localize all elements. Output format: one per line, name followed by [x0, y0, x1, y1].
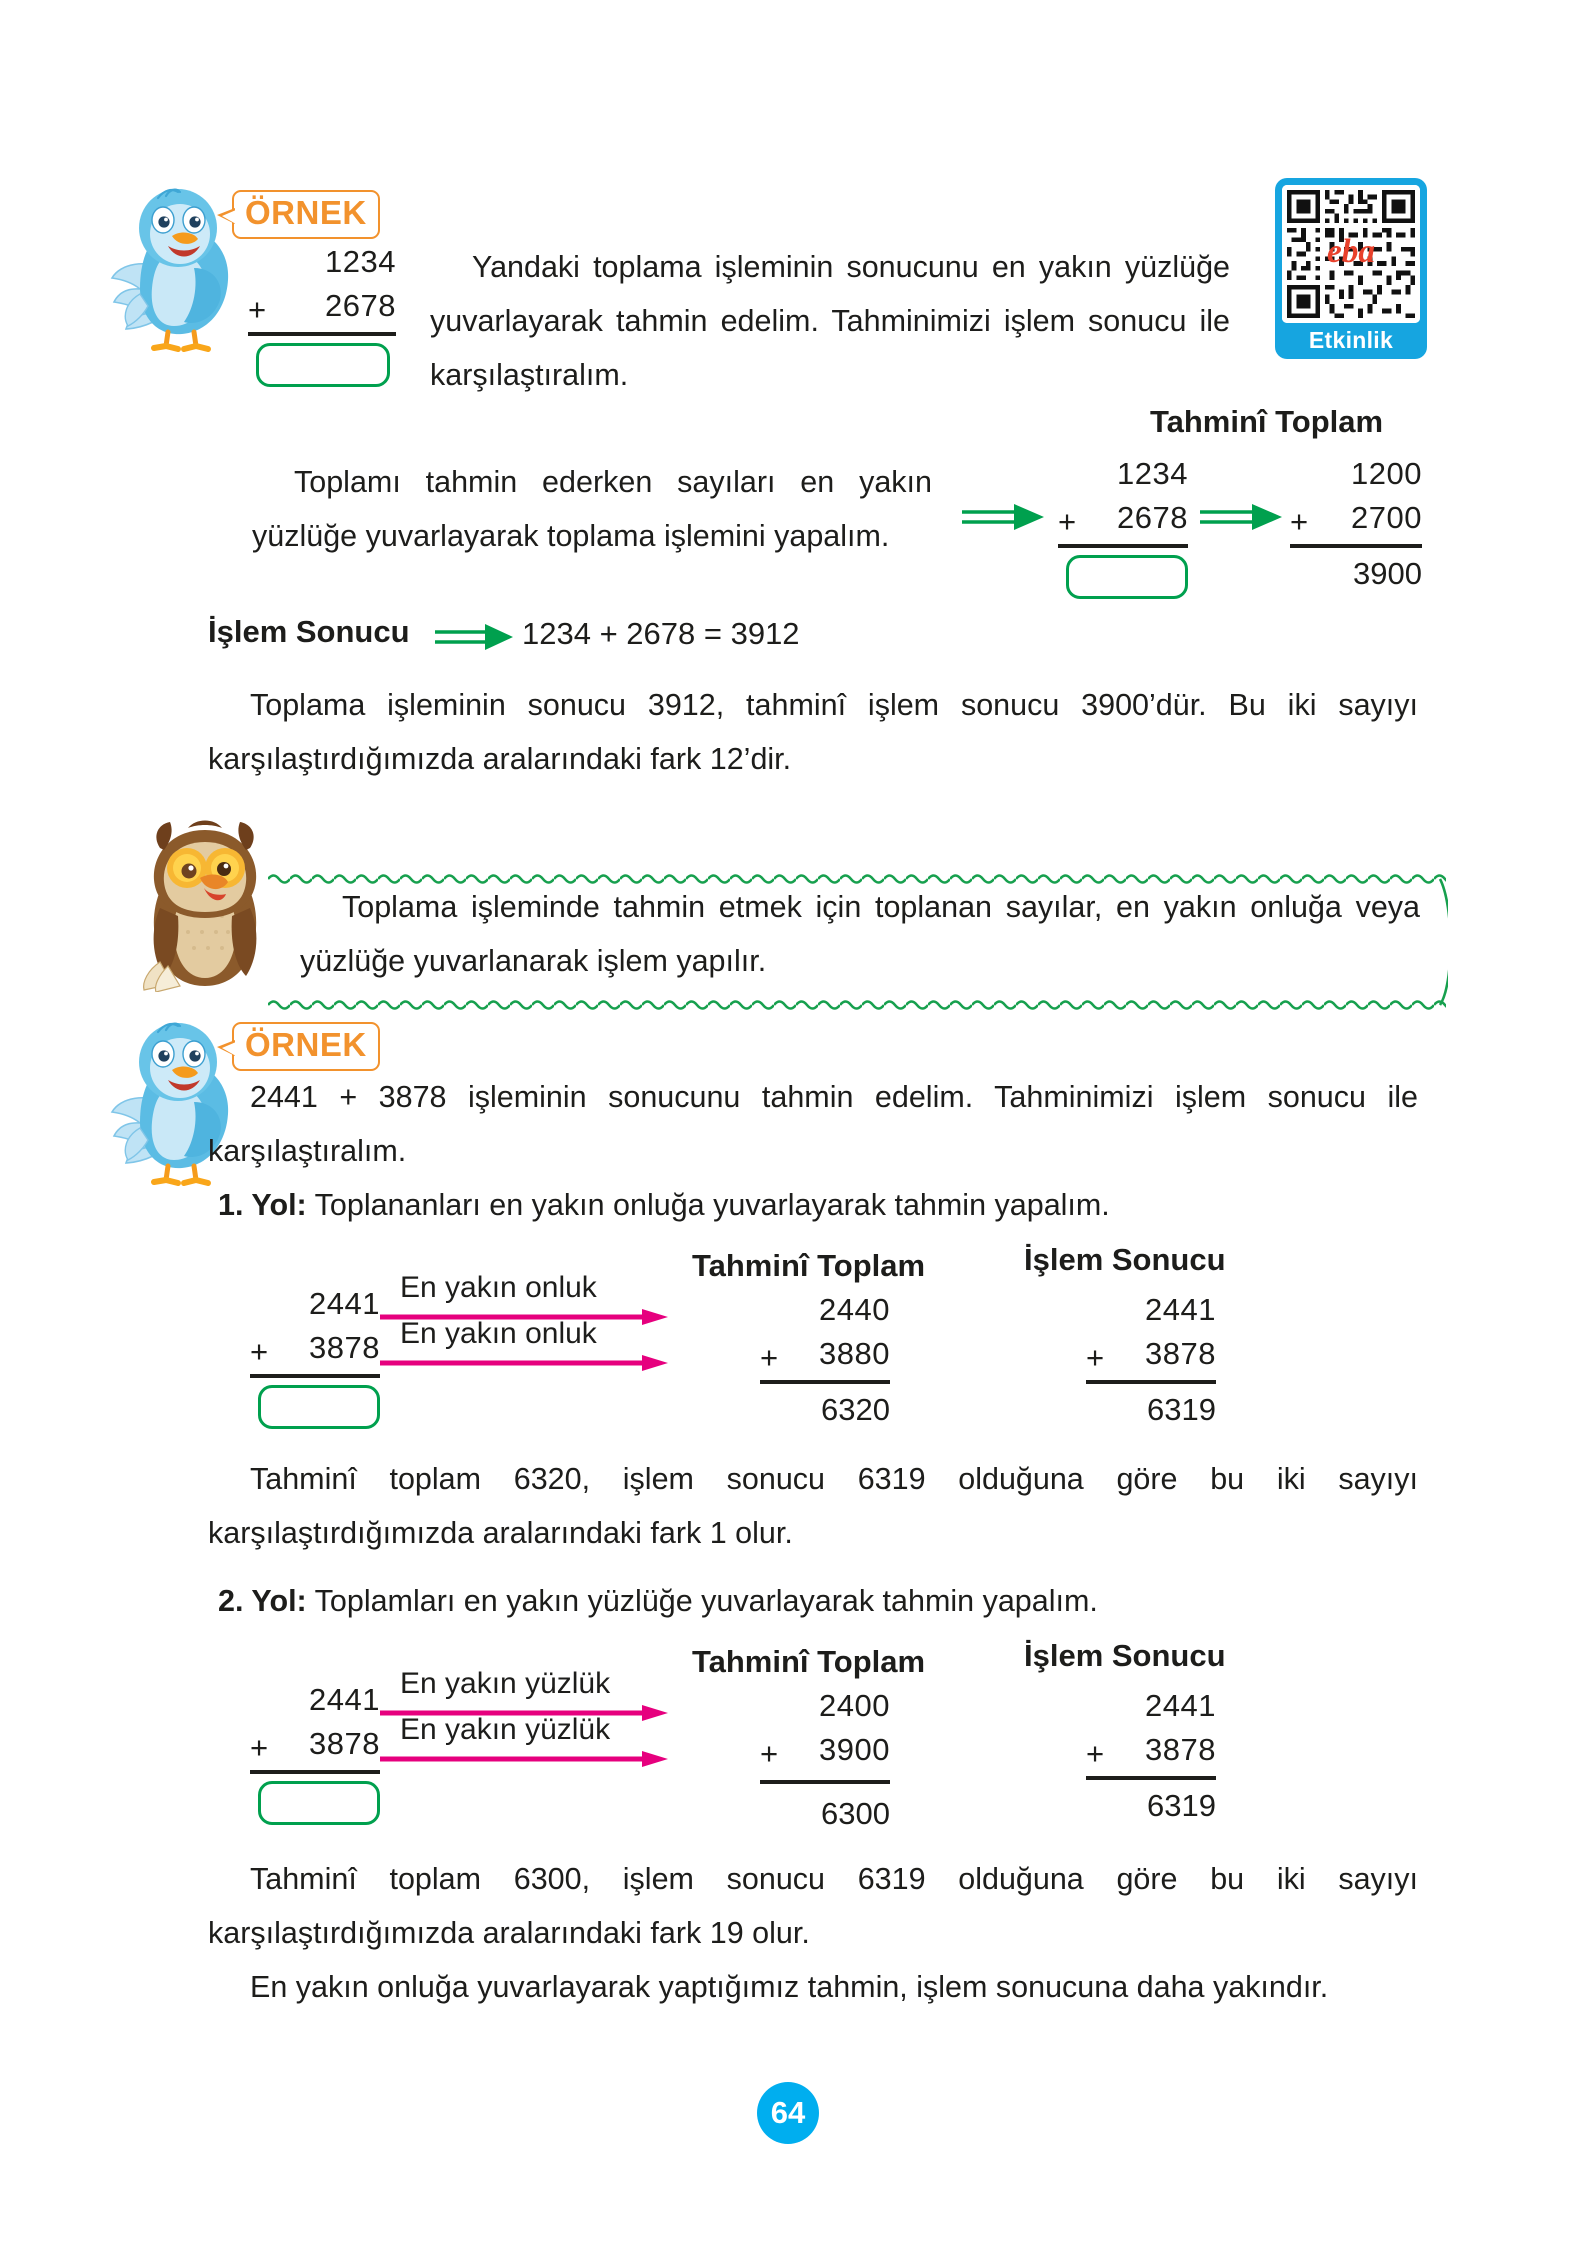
way2-est-top-row [760, 1684, 890, 1728]
way1-est-top: 2440 [819, 1292, 890, 1327]
way1-res-top-row [1086, 1288, 1216, 1332]
orig-bottom: 2678 [1117, 500, 1188, 535]
way1-res-bottom: 3878 [1145, 1336, 1216, 1371]
info-box-text: Toplama işleminde tahmin etmek için toplanan sayılar, en yakın onluğa veya yüzlüğe yuvarlanarak işlem yapılır. [300, 890, 1420, 978]
way2-res-bottom: 3878 [1145, 1732, 1216, 1767]
way1-res-plus: + [1086, 1340, 1105, 1375]
way1-estimate-block [760, 1288, 890, 1432]
way2-arrow-label-bottom: En yakın yüzlük [400, 1713, 611, 1746]
way2-estimate-block [760, 1684, 890, 1836]
way2-est-rule [760, 1780, 890, 1784]
eba-logo-text: eba [1326, 233, 1376, 271]
way1-result-heading: İşlem Sonucu [1024, 1242, 1226, 1277]
page-number: 64 [770, 2095, 806, 2130]
rounded-top: 1200 [1351, 456, 1422, 491]
way2-answer-blank-box[interactable] [258, 1781, 380, 1825]
way2-res-top: 2441 [1145, 1688, 1216, 1723]
way1-est-plus: + [760, 1340, 779, 1375]
orig-rule [1058, 544, 1188, 548]
addend-bottom: 2678 [325, 288, 396, 323]
qr-widget-label: Etkinlik [1308, 327, 1394, 353]
way2-source-block [250, 1678, 380, 1825]
way1-src-bottom: 3878 [309, 1330, 380, 1365]
magenta-arrow-2-icon [380, 1354, 670, 1377]
way2-res-rule [1086, 1776, 1216, 1780]
example1-prompt: Yandaki toplama işleminin sonucunu en yakın yüzlüğe yuvarlayarak tahmin edelim. Tahminimizi işlem sonucu ile karşılaştıralım. [430, 250, 1230, 392]
way2-src-bottom-row [250, 1722, 380, 1766]
example1-result-equation: 1234 + 2678 = 3912 [522, 616, 800, 651]
green-arrow-2-icon [1198, 500, 1284, 539]
way2-conclusion: Tahminî toplam 6300, işlem sonucu 6319 olduğuna göre bu iki sayıyı karşılaştırdığımızda aralarındaki fark 19 olur. [208, 1862, 1418, 1950]
addend-bottom-row [248, 284, 396, 328]
way2-est-sum: 6300 [821, 1796, 890, 1831]
way1-est-rule [760, 1380, 890, 1384]
way2-src-bottom: 3878 [309, 1726, 380, 1761]
way1-src-rule [250, 1374, 380, 1378]
bird-mascot-icon [110, 176, 240, 356]
way1-est-top-row [760, 1288, 890, 1332]
way2-label: 2. Yol: [218, 1584, 307, 1618]
example1-estimate-heading: Tahminî Toplam [1150, 404, 1384, 439]
way2-src-rule [250, 1770, 380, 1774]
orig-top: 1234 [1117, 456, 1188, 491]
way2-arrow-label-top: En yakın yüzlük [400, 1667, 611, 1700]
green-arrow-3-icon [435, 620, 515, 659]
answer-blank-box[interactable] [256, 343, 390, 387]
way1-result-block [1086, 1288, 1216, 1432]
rounded-plus: + [1290, 504, 1309, 539]
way1-estimate-heading: Tahminî Toplam [692, 1248, 926, 1283]
way2-est-plus: + [760, 1736, 779, 1771]
rounded-bottom-row [1290, 496, 1422, 540]
addend-top-row [248, 240, 396, 284]
way1-conclusion: Tahminî toplam 6320, işlem sonucu 6319 olduğuna göre bu iki sayıyı karşılaştırdığımızda aralarındaki fark 1 olur. [208, 1462, 1418, 1550]
way2-est-top: 2400 [819, 1688, 890, 1723]
way1-est-bottom-row [760, 1332, 890, 1376]
way2-res-top-row [1086, 1684, 1216, 1728]
way1-heading [218, 1178, 1418, 1232]
orig-answer-blank-box[interactable] [1066, 555, 1188, 599]
way1-text: Toplananları en yakın onluğa yuvarlayarak tahmin yapalım. [314, 1188, 1110, 1222]
qr-code-svg [1282, 185, 1420, 323]
way1-est-bottom: 3880 [819, 1336, 890, 1371]
magenta-arrow-4-icon [380, 1750, 670, 1773]
example2-final-note: En yakın onluğa yuvarlayarak yaptığımız tahmin, işlem sonucuna daha yakındır. [250, 1970, 1329, 2004]
green-arrow-1-icon [960, 500, 1046, 539]
rounded-rule [1290, 544, 1422, 548]
way2-est-bottom-row [760, 1728, 890, 1772]
example1-result-label: İşlem Sonucu [208, 614, 410, 649]
way1-source-block [250, 1282, 380, 1429]
way1-label: 1. Yol: [218, 1188, 307, 1222]
way2-estimate-heading: Tahminî Toplam [692, 1644, 926, 1679]
example1-addition-block [248, 240, 396, 387]
way1-res-rule [1086, 1380, 1216, 1384]
way1-src-bottom-row [250, 1326, 380, 1370]
way2-text: Toplamları en yakın yüzlüğe yuvarlayarak tahmin yapalım. [314, 1584, 1098, 1618]
way2-heading [218, 1574, 1418, 1628]
orig-top-row [1058, 452, 1188, 496]
way1-res-top: 2441 [1145, 1292, 1216, 1327]
way2-result-heading: İşlem Sonucu [1024, 1638, 1226, 1673]
orig-plus: + [1058, 504, 1077, 539]
way2-result-block [1086, 1684, 1216, 1828]
example2-badge [232, 1022, 380, 1071]
example1-conclusion: Toplama işleminin sonucu 3912, tahminî işlem sonucu 3900’dür. Bu iki sayıyı karşılaştırdığımızda aralarındaki fark 12’dir. [208, 688, 1418, 776]
way2-res-sum: 6319 [1147, 1788, 1216, 1823]
way1-arrow-label-top: En yakın onluk [400, 1271, 597, 1304]
ornek-label-2: ÖRNEK [232, 1022, 380, 1071]
way1-est-sum: 6320 [821, 1392, 890, 1427]
qr-code-image [1282, 185, 1420, 323]
addition-rule [248, 332, 396, 336]
way1-src-plus: + [250, 1334, 269, 1369]
way1-src-top: 2441 [309, 1286, 380, 1321]
example1-rounded-column [1290, 452, 1422, 596]
example1-note: Toplamı tahmin ederken sayıları en yakın yüzlüğe yuvarlayarak toplama işlemini yapalım. [252, 465, 932, 553]
way2-src-top-row [250, 1678, 380, 1722]
plus-sign: + [248, 292, 267, 327]
example1-badge [232, 190, 380, 239]
rounded-top-row [1290, 452, 1422, 496]
way2-est-bottom: 3900 [819, 1732, 890, 1767]
way2-src-plus: + [250, 1730, 269, 1765]
way1-arrow-label-bottom: En yakın onluk [400, 1317, 597, 1350]
way1-answer-blank-box[interactable] [258, 1385, 380, 1429]
way2-src-top: 2441 [309, 1682, 380, 1717]
addend-top: 1234 [325, 244, 396, 279]
example1-original-column [1058, 452, 1188, 599]
way1-src-top-row [250, 1282, 380, 1326]
owl-mascot-icon [130, 812, 280, 992]
way2-res-bottom-row [1086, 1728, 1216, 1772]
way1-res-sum: 6319 [1147, 1392, 1216, 1427]
way2-res-plus: + [1086, 1736, 1105, 1771]
way1-res-bottom-row [1086, 1332, 1216, 1376]
example2-prompt: 2441 + 3878 işleminin sonucunu tahmin edelim. Tahminimizi işlem sonucu ile karşılaştıralım. [208, 1080, 1418, 1168]
page-number-badge [757, 2082, 819, 2144]
rounded-bottom: 2700 [1351, 500, 1422, 535]
rounded-sum: 3900 [1353, 556, 1422, 591]
eba-activity-qr-widget[interactable] [1275, 178, 1427, 359]
orig-bottom-row [1058, 496, 1188, 540]
ornek-label: ÖRNEK [232, 190, 380, 239]
